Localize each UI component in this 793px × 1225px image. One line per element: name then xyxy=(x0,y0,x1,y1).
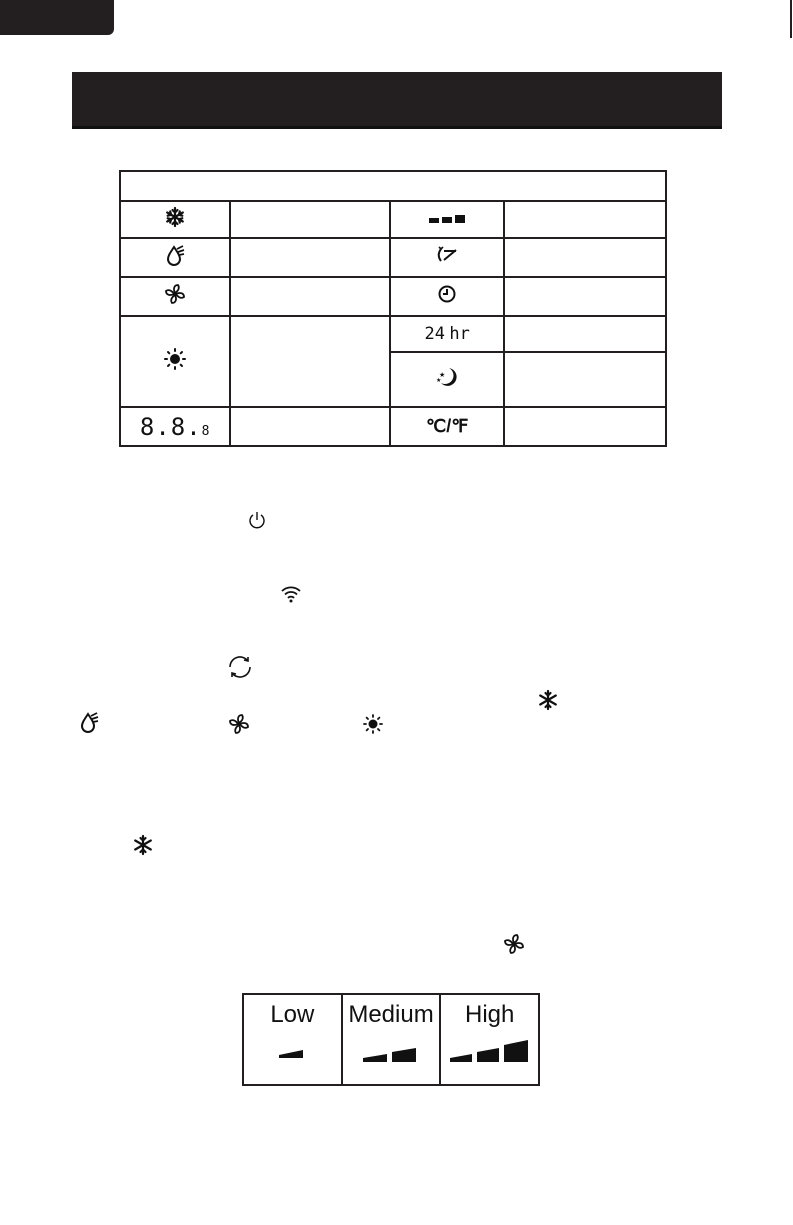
fan-speed-medium-label: Medium xyxy=(348,1001,434,1028)
fan-icon xyxy=(164,283,186,305)
sleep-desc xyxy=(504,352,666,407)
fan-speed-high xyxy=(439,995,538,1084)
wifi-icon xyxy=(280,585,302,603)
digital-display-small-digit: 8 xyxy=(201,423,211,439)
fan-speed-cell xyxy=(390,201,504,238)
fan-mode-desc xyxy=(230,277,390,316)
fan-speed-high-bars xyxy=(441,1037,538,1068)
snowflake-icon xyxy=(132,834,154,856)
digital-display-desc xyxy=(230,407,390,446)
dry-mode-cell xyxy=(120,238,230,277)
temp-unit-label: ℃/℉ xyxy=(425,416,469,436)
fan-speed-desc xyxy=(504,201,666,238)
timer-clock-icon xyxy=(437,284,457,304)
dry-mode-desc xyxy=(230,238,390,277)
digital-display-digits: 8.8. xyxy=(139,412,202,441)
dehumidify-icon xyxy=(78,711,100,733)
fan-speed-low-label: Low xyxy=(270,1001,315,1028)
timer-cell xyxy=(390,277,504,316)
swing-icon xyxy=(435,245,459,265)
legend-title-cell xyxy=(120,171,666,201)
fan-icon xyxy=(503,933,525,955)
fan-speed-high-label: High xyxy=(465,1001,515,1028)
fan-speed-medium-bars xyxy=(343,1041,440,1068)
sleep-moon-icon xyxy=(435,365,459,389)
heat-sun-icon xyxy=(163,347,187,371)
timer-24h-cell xyxy=(390,316,504,352)
svg-text:★: ★ xyxy=(436,377,442,384)
section-header-bar xyxy=(72,72,722,129)
digital-display-cell xyxy=(120,407,230,446)
svg-text:★: ★ xyxy=(439,371,446,379)
swing-cell xyxy=(390,238,504,277)
temp-unit-cell xyxy=(390,407,504,446)
fan-mode-cell xyxy=(120,277,230,316)
fan-icon xyxy=(228,713,250,735)
timer-24h-unit: hr xyxy=(449,324,470,344)
temp-unit-desc xyxy=(504,407,666,446)
dehumidify-icon xyxy=(164,244,186,266)
corner-tab xyxy=(0,0,114,35)
display-legend-table xyxy=(119,170,667,447)
swing-desc xyxy=(504,238,666,277)
timer-desc xyxy=(504,277,666,316)
fan-speed-bars-icon xyxy=(427,210,467,224)
fan-speed-panel xyxy=(242,993,540,1086)
sleep-cell xyxy=(390,352,504,407)
heat-mode-cell xyxy=(120,316,230,407)
mode-cycle-icon xyxy=(226,654,254,680)
timer-24h-digits: 24 xyxy=(424,324,445,344)
power-icon xyxy=(248,510,266,530)
snowflake-icon xyxy=(164,206,186,228)
heat-sun-icon xyxy=(362,713,384,735)
timer-24h-desc xyxy=(504,316,666,352)
cool-mode-desc xyxy=(230,201,390,238)
heat-mode-desc xyxy=(230,316,390,407)
fan-speed-low xyxy=(244,995,341,1084)
fan-speed-medium xyxy=(341,995,440,1084)
snowflake-icon xyxy=(537,689,559,711)
edge-mark xyxy=(790,0,792,38)
cool-mode-cell xyxy=(120,201,230,238)
fan-speed-low-bars xyxy=(244,1041,341,1064)
